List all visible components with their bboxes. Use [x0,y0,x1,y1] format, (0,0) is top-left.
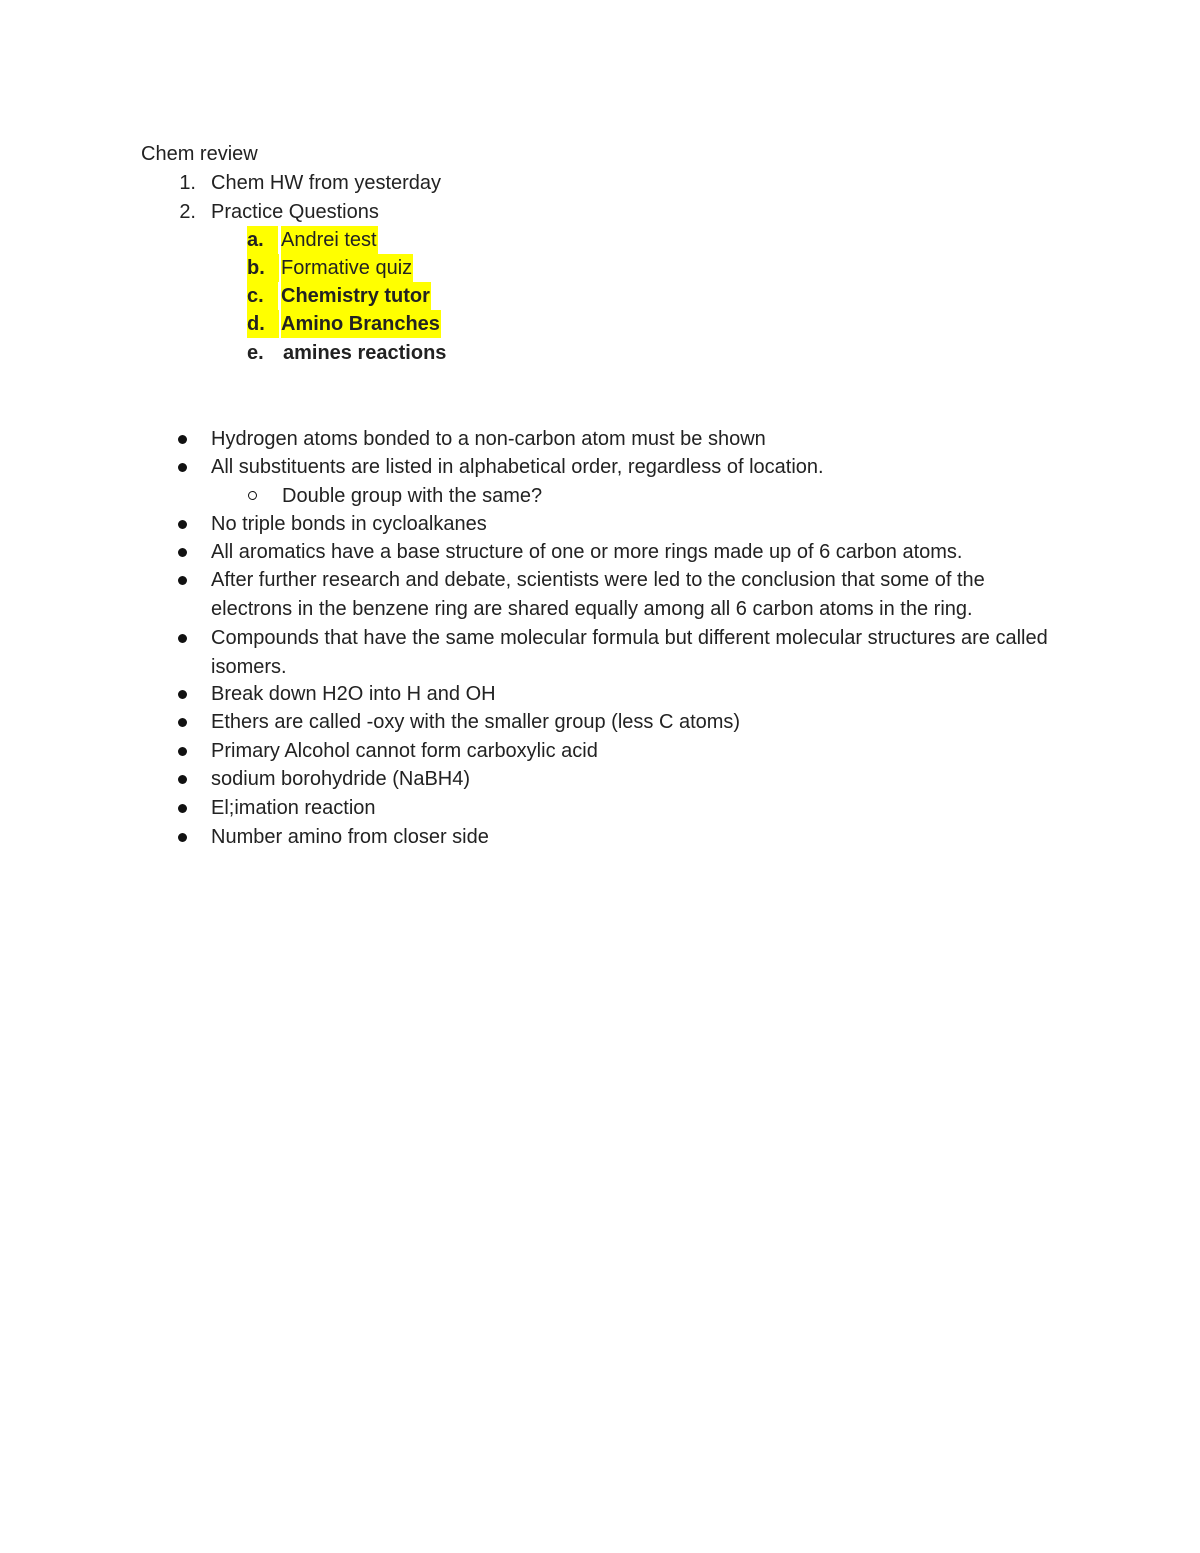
bullet-item: Double group with the same? [282,485,543,507]
bullet-icon [178,548,187,557]
bullet-item: Break down H2O into H and OH [211,683,496,705]
bullet-icon [178,775,187,784]
sub-item-text: Formative quiz [281,254,413,282]
bullet-icon [178,634,187,643]
bullet-item: Ethers are called -oxy with the smaller group (less C atoms) [211,711,741,733]
bullet-item: Hydrogen atoms bonded to a non-carbon atom must be shown [211,428,766,450]
sub-marker: b. [247,254,279,282]
bullet-icon [178,804,187,813]
doc-title: Chem review [141,143,258,165]
list-item: Chem HW from yesterday [211,172,442,194]
bullet-icon [178,576,187,585]
list-marker: 1. [179,172,196,194]
bullet-icon [178,833,187,842]
bullet-item: sodium borohydride (NaBH4) [211,768,471,790]
bullet-item: No triple bonds in cycloalkanes [211,513,487,535]
sub-item-text: Andrei test [281,226,378,254]
list-marker: 2. [179,201,196,223]
bullet-item: After further research and debate, scientists were led to the conclusion that some of the electrons in the benzene ring are shared equally among all 6 carbon atoms in the ring. [211,569,985,620]
sub-item-text: Amino Branches [281,310,441,338]
bullet-item: All substituents are listed in alphabetical order, regardless of location. [211,456,824,478]
bullet-item: Number amino from closer side [211,826,489,848]
bullet-item: All aromatics have a base structure of one or more rings made up of 6 carbon atoms. [211,541,963,563]
sub-item-text: amines reactions [283,342,447,364]
sub-item-text: Chemistry tutor [281,282,431,310]
sub-marker: c. [247,282,278,310]
sub-bullet-icon [248,491,257,500]
bullet-icon [178,690,187,699]
bullet-icon [178,718,187,727]
bullet-icon [178,520,187,529]
bullet-icon [178,435,187,444]
bullet-item: El;imation reaction [211,797,376,819]
list-item: Practice Questions [211,201,379,223]
sub-marker: e. [247,342,264,364]
bullet-icon [178,747,187,756]
bullet-item: Primary Alcohol cannot form carboxylic acid [211,740,598,762]
sub-marker: a. [247,226,278,254]
bullet-icon [178,463,187,472]
sub-marker: d. [247,310,279,338]
bullet-item: Compounds that have the same molecular formula but different molecular structures are called isomers. [211,627,1048,678]
